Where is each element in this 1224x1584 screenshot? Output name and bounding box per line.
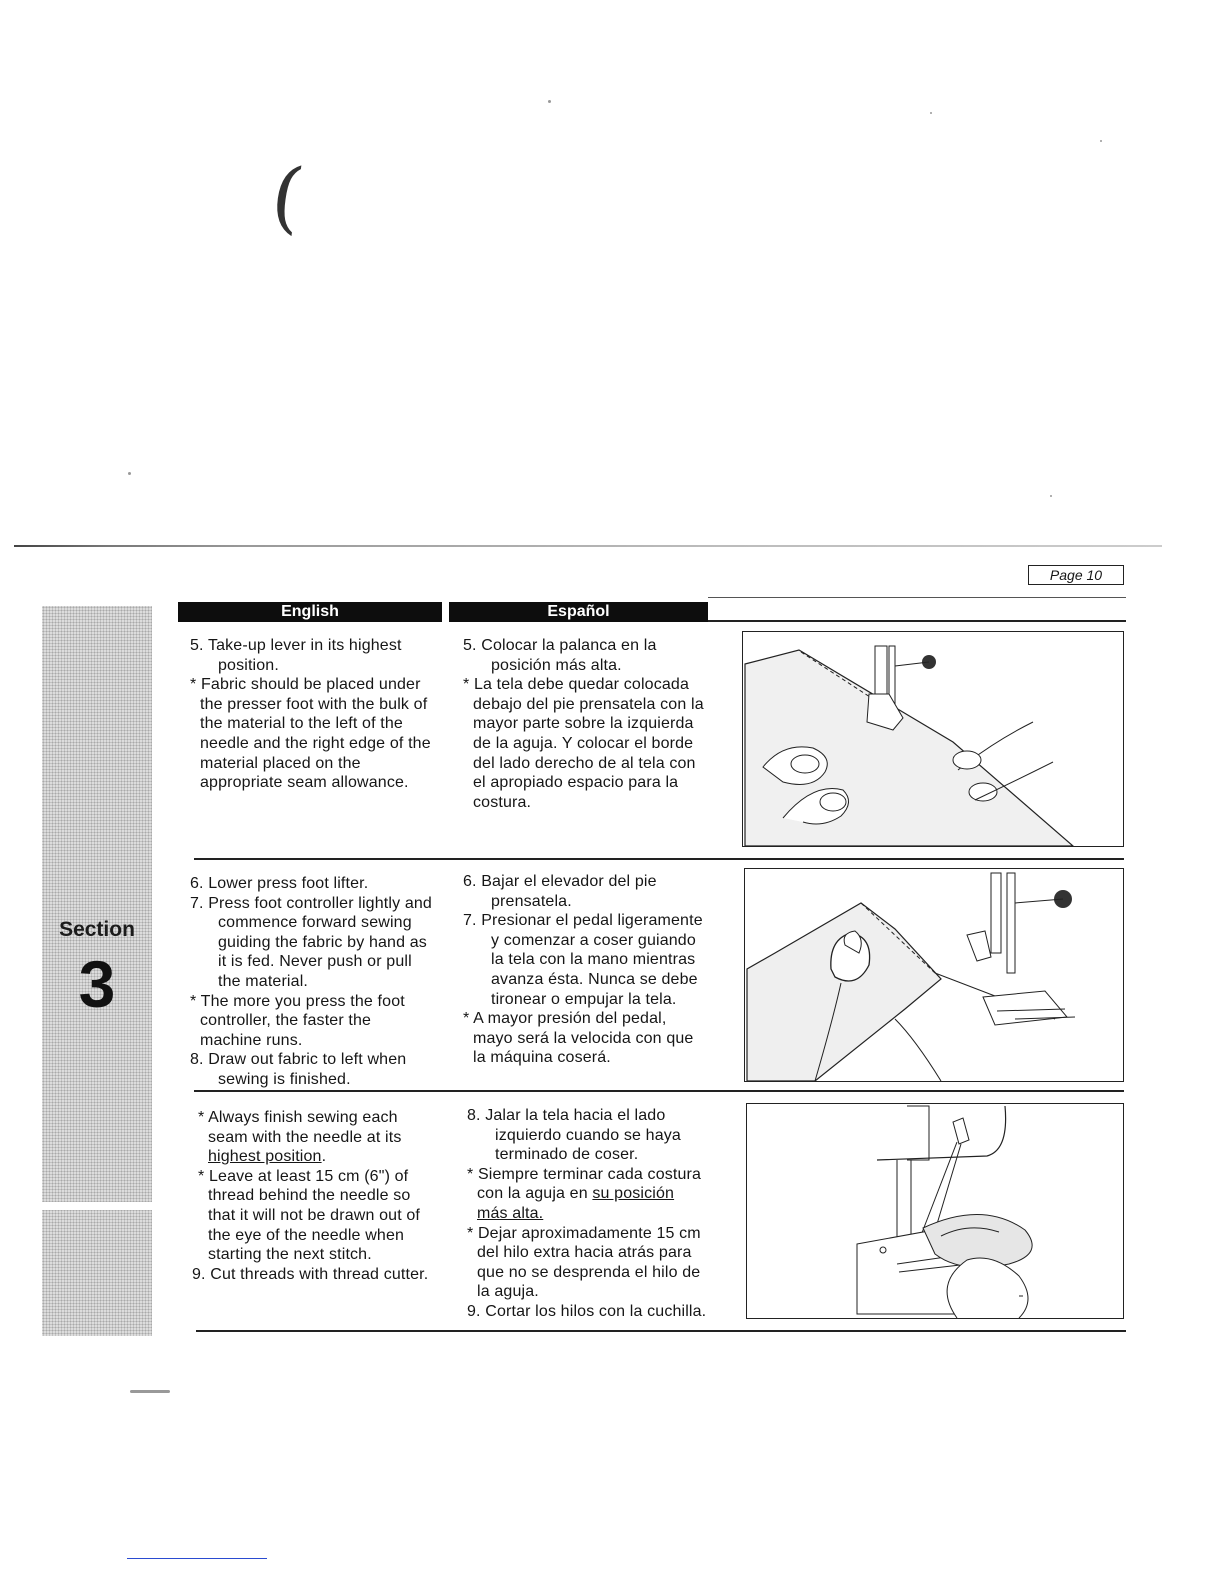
instruction-note: * Siempre terminar cada costura con la aguja en su posición más alta. bbox=[467, 1165, 702, 1222]
row-divider bbox=[194, 1090, 1124, 1092]
english-text-row-1 bbox=[190, 636, 436, 793]
side-tab-gap bbox=[42, 1202, 152, 1210]
scan-edge-line bbox=[14, 545, 1162, 547]
instruction-step: 9. Cut threads with thread cutter. bbox=[192, 1265, 429, 1283]
instruction-note: * The more you press the foot controller, the faster the machine runs. bbox=[190, 992, 405, 1049]
instruction-note: * Fabric should be placed under the presser foot with the bulk of the material to the left of the needle and the right edge of the material placed on the appropriate seam allowance. bbox=[190, 676, 431, 792]
english-text-row-3 bbox=[192, 1108, 436, 1284]
instruction-note: * Dejar aproximadamente 15 cm del hilo extra hacia atrás para que no se desprenda el hilo de la aguja. bbox=[467, 1224, 701, 1301]
instruction-step: 7. Presionar el pedal ligeramente y comenzar a coser guiando la tela con la mano mientras avanza ésta. Nunca se debe tironear o empujar la tela. bbox=[463, 912, 703, 1008]
cutting-threads-illustration bbox=[747, 1104, 1123, 1318]
header-top-rule bbox=[708, 597, 1126, 598]
instruction-note: * Always finish sewing each seam with the needle at its highest position. bbox=[198, 1109, 402, 1166]
scan-blue-line bbox=[127, 1558, 267, 1559]
instruction-step: 9. Cortar los hilos con la cuchilla. bbox=[467, 1302, 707, 1320]
page-number-label: Page 10 bbox=[1028, 565, 1124, 585]
figure-fabric-under-foot bbox=[742, 631, 1124, 847]
spanish-text-row-1 bbox=[463, 636, 708, 812]
instruction-note: * Leave at least 15 cm (6") of thread behind the needle so that it will not be drawn out of the eye of the needle when starting the next stitch. bbox=[198, 1167, 421, 1264]
header-rule bbox=[708, 620, 1126, 622]
instruction-step: 5. Colocar la palanca en la posición más alta. bbox=[463, 637, 657, 674]
instruction-note: * La tela debe quedar colocada debajo del pie prensatela con la mayor parte sobre la izquierda de la aguja. Y colocar el borde del lado derecho de al tela con el apropiado espacio para la costura. bbox=[463, 676, 704, 811]
row-divider bbox=[194, 858, 1124, 860]
guiding-fabric-by-hand-illustration bbox=[745, 869, 1123, 1081]
scan-speck bbox=[128, 472, 131, 475]
stray-parenthesis-mark: ( bbox=[265, 150, 309, 244]
english-text-row-2 bbox=[190, 874, 436, 1090]
instruction-note: * A mayor presión del pedal, mayo será la velocida con que la máquina coserá. bbox=[463, 1010, 694, 1067]
instruction-step: 8. Jalar la tela hacia el lado izquierdo cuando se haya terminado de coser. bbox=[467, 1107, 681, 1164]
instruction-step: 5. Take-up lever in its highest position. bbox=[190, 637, 402, 674]
instruction-step: 6. Lower press foot lifter. bbox=[190, 875, 369, 892]
scan-speck bbox=[548, 100, 551, 103]
section-number: 3 bbox=[78, 947, 116, 1021]
instruction-step: 6. Bajar el elevador del pie prensatela. bbox=[463, 873, 657, 910]
spanish-text-row-3 bbox=[467, 1106, 708, 1322]
scan-speck bbox=[1050, 495, 1052, 497]
instruction-step: 8. Draw out fabric to left when sewing is finished. bbox=[190, 1051, 407, 1088]
bottom-rule bbox=[196, 1330, 1126, 1332]
figure-thread-cutter bbox=[746, 1103, 1124, 1319]
scan-smudge bbox=[130, 1390, 170, 1393]
scan-speck bbox=[930, 112, 932, 114]
spanish-text-row-2 bbox=[463, 872, 708, 1068]
english-header: English bbox=[178, 602, 442, 622]
figure-guiding-fabric bbox=[744, 868, 1124, 1082]
instruction-step: 7. Press foot controller lightly and commence forward sewing guiding the fabric by hand as it is fed. Never push or pull the material. bbox=[190, 894, 432, 990]
scan-speck bbox=[1100, 140, 1102, 142]
section-label: Section bbox=[59, 918, 135, 941]
spanish-header: Español bbox=[449, 602, 708, 622]
fabric-under-presser-foot-illustration bbox=[743, 632, 1123, 846]
